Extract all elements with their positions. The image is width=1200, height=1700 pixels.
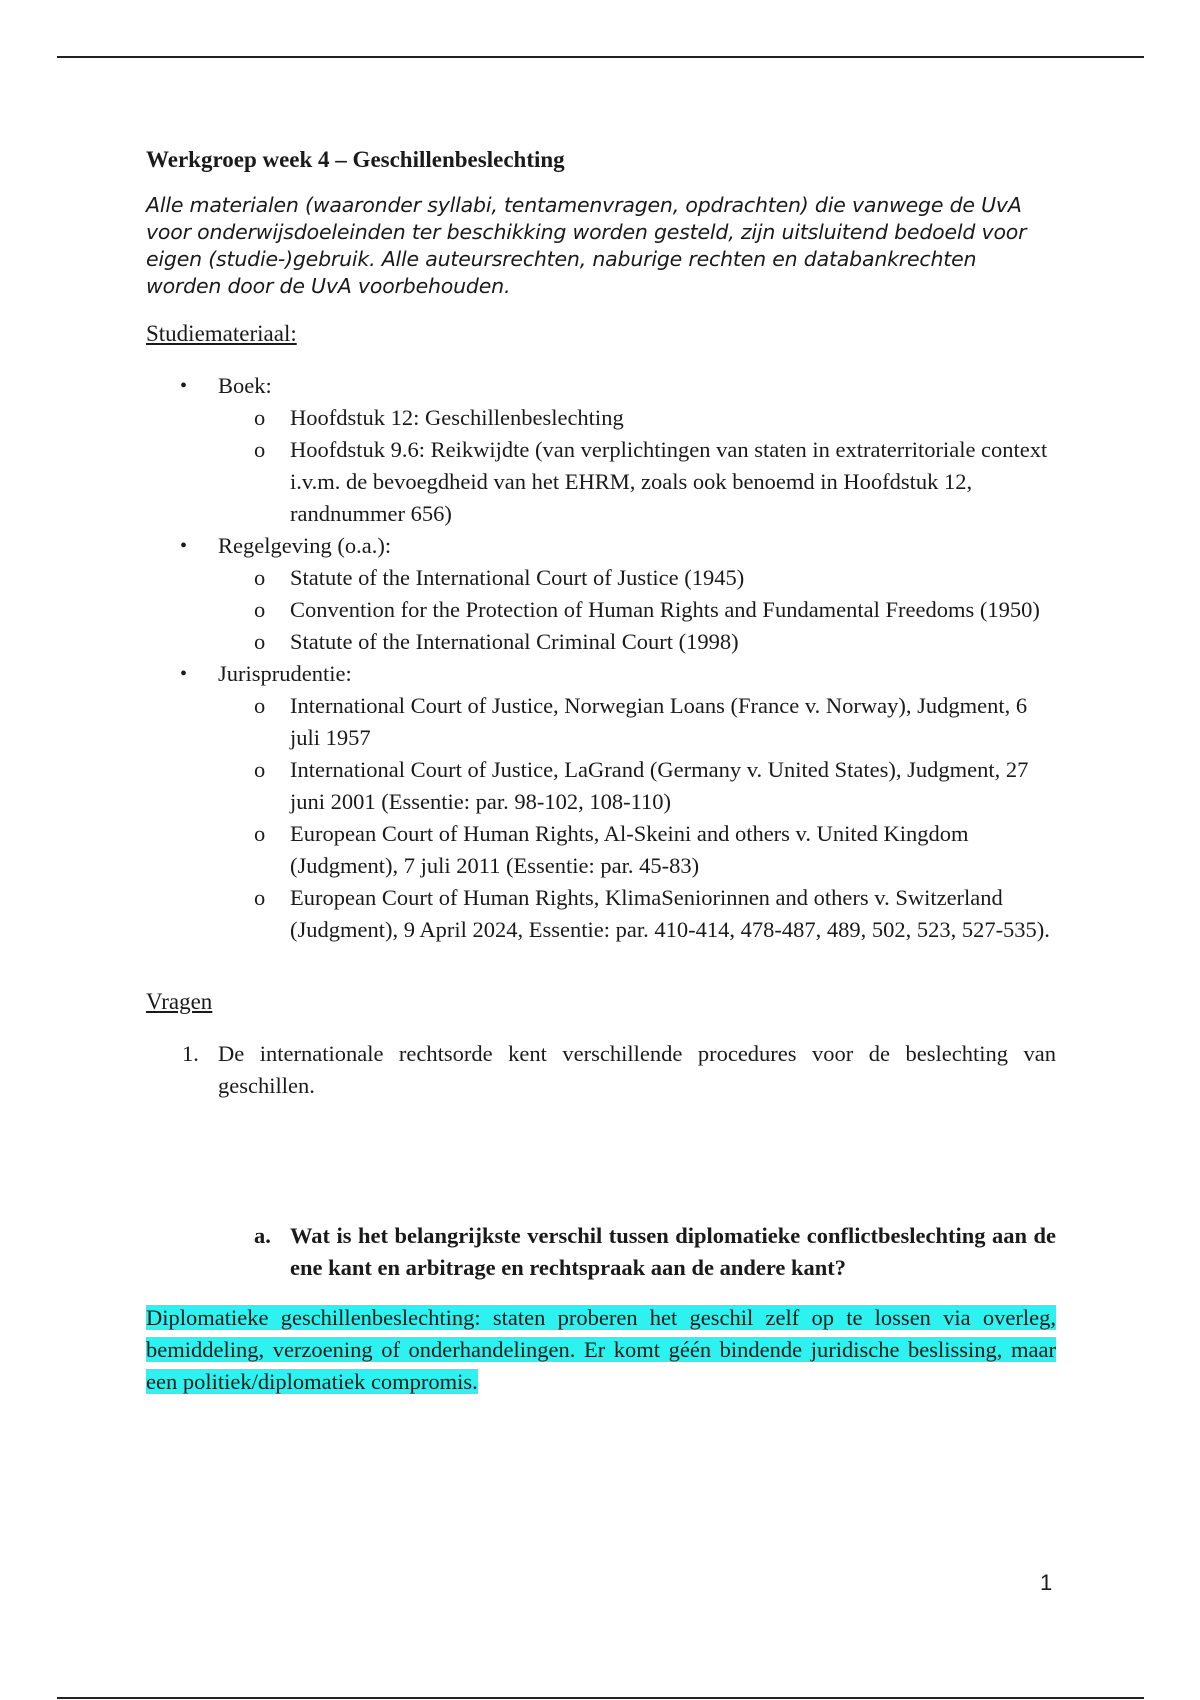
question-number: 1. (182, 1041, 199, 1066)
sub-bullet-icon: o (254, 437, 266, 462)
sub-bullet-icon: o (254, 885, 266, 910)
document-title: Werkgroep week 4 – Geschillenbeslechting (146, 147, 565, 172)
highlighted-answer-text: Diplomatieke geschillenbeslechting: staten proberen het geschil zelf op te lossen via overleg, bemiddeling, verzoening of onderhandelingen. Er komt géén bindende juridische beslissing, maar een politiek/diplomatiek compromis. (146, 1305, 1056, 1394)
list-item: o International Court of Justice, Norwegian Loans (France v. Norway), Judgment, 6 juli 1957 (218, 690, 1056, 754)
subquestion (146, 1220, 1056, 1284)
list-item: o Hoofdstuk 9.6: Reikwijdte (van verplichtingen van staten in extraterritoriale context i.v.m. de bevoegdheid van het EHRM, zoals ook benoemd in Hoofdstuk 12, randnummer 656) (218, 434, 1056, 530)
sub-bullet-icon: o (254, 693, 266, 718)
question-text: De internationale rechtsorde kent verschillende procedures voor de beslechting van geschillen. (218, 1041, 1056, 1098)
material-group-case-law (146, 658, 1056, 946)
list-item: o European Court of Human Rights, KlimaSeniorinnen and others v. Switzerland (Judgment), 9 April 2024, Essentie: par. 410-414, 478-487, 489, 502, 523, 527-535). (218, 882, 1056, 946)
answer-space (146, 1102, 1056, 1220)
list-item: o Statute of the International Court of Justice (1945) (218, 562, 1056, 594)
document-page (146, 144, 1056, 1398)
bullet-icon: • (180, 535, 188, 557)
subquestion-text: Wat is het belangrijkste verschil tussen diplomatieke conflictbeslechting aan de ene kant en arbitrage en rechtspraak aan de andere kant? (290, 1223, 1056, 1280)
list-item: o Hoofdstuk 12: Geschillenbeslechting (218, 402, 1056, 434)
bullet-icon: • (180, 663, 188, 685)
page-number: 1 (1040, 1570, 1053, 1595)
question-item (146, 1038, 1056, 1102)
subquestion-letter: a. (254, 1223, 271, 1248)
list-item: o Convention for the Protection of Human Rights and Fundamental Freedoms (1950) (218, 594, 1056, 626)
material-group-legislation (146, 530, 1056, 658)
header-rule (57, 56, 1144, 58)
material-group-label: Boek: (218, 373, 272, 398)
sub-bullet-icon: o (254, 597, 266, 622)
copyright-disclaimer: Alle materialen (waaronder syllabi, tentamenvragen, opdrachten) die vanwege de UvA voor onderwijsdoeleinden ter beschikking worden gesteld, zijn uitsluitend bedoeld voor eigen (studie-)gebruik. Alle auteursrechten, naburige rechten en databankrechten worden door de UvA voorbehouden. (146, 193, 1027, 298)
questions-heading: Vragen (146, 989, 213, 1014)
bullet-icon: • (180, 375, 188, 397)
list-item: o European Court of Human Rights, Al-Skeini and others v. United Kingdom (Judgment), 7 juli 2011 (Essentie: par. 45-83) (218, 818, 1056, 882)
sub-bullet-icon: o (254, 405, 266, 430)
list-item: o Statute of the International Criminal Court (1998) (218, 626, 1056, 658)
material-group-label: Regelgeving (o.a.): (218, 533, 392, 558)
study-material-list (146, 370, 1056, 946)
sub-bullet-icon: o (254, 629, 266, 654)
answer-paragraph (146, 1302, 1056, 1398)
study-material-heading: Studiemateriaal: (146, 321, 297, 346)
sub-bullet-icon: o (254, 821, 266, 846)
questions-list (146, 1038, 1056, 1102)
list-item: o International Court of Justice, LaGrand (Germany v. United States), Judgment, 27 juni 2001 (Essentie: par. 98-102, 108-110) (218, 754, 1056, 818)
material-group-book (146, 370, 1056, 530)
sub-bullet-icon: o (254, 565, 266, 590)
material-group-label: Jurisprudentie: (218, 661, 352, 686)
footer-rule (57, 1697, 1144, 1699)
sub-bullet-icon: o (254, 757, 266, 782)
